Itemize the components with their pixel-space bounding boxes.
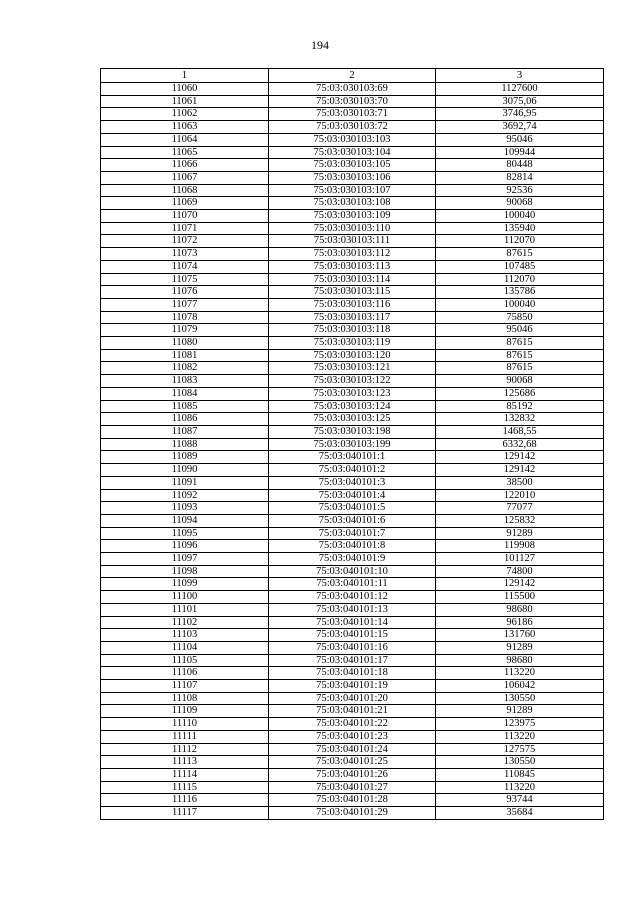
- value-cell: 100040: [436, 210, 604, 223]
- value-cell: 131760: [436, 629, 604, 642]
- table-row: [101, 298, 604, 311]
- row-number-cell: 11092: [101, 489, 269, 502]
- table-row: [101, 95, 604, 108]
- value-cell: 87615: [436, 248, 604, 261]
- table-row: [101, 286, 604, 299]
- value-cell: 96186: [436, 616, 604, 629]
- row-number-cell: 11107: [101, 680, 269, 693]
- row-number-cell: 11080: [101, 337, 269, 350]
- cadastral-number-cell: 75:03:030103:123: [269, 387, 436, 400]
- value-cell: 38500: [436, 476, 604, 489]
- value-cell: 98680: [436, 603, 604, 616]
- table-row: [101, 349, 604, 362]
- value-cell: 6332,68: [436, 438, 604, 451]
- row-number-cell: 11098: [101, 565, 269, 578]
- value-cell: 112070: [436, 235, 604, 248]
- row-number-cell: 11097: [101, 553, 269, 566]
- value-cell: 129142: [436, 451, 604, 464]
- value-cell: 77077: [436, 502, 604, 515]
- table-row: [101, 146, 604, 159]
- column-header-3: 3: [436, 69, 604, 83]
- row-number-cell: 11091: [101, 476, 269, 489]
- table-row: [101, 527, 604, 540]
- table-row: [101, 337, 604, 350]
- row-number-cell: 11076: [101, 286, 269, 299]
- cadastral-number-cell: 75:03:030103:122: [269, 375, 436, 388]
- value-cell: 90068: [436, 375, 604, 388]
- table-row: [101, 273, 604, 286]
- table-row: [101, 680, 604, 693]
- row-number-cell: 11066: [101, 159, 269, 172]
- row-number-cell: 11087: [101, 425, 269, 438]
- cadastral-number-cell: 75:03:040101:5: [269, 502, 436, 515]
- value-cell: 85192: [436, 400, 604, 413]
- table-row: [101, 502, 604, 515]
- value-cell: 109944: [436, 146, 604, 159]
- cadastral-number-cell: 75:03:040101:6: [269, 514, 436, 527]
- row-number-cell: 11111: [101, 730, 269, 743]
- table-row: [101, 616, 604, 629]
- value-cell: 82814: [436, 171, 604, 184]
- row-number-cell: 11081: [101, 349, 269, 362]
- cadastral-number-cell: 75:03:030103:113: [269, 260, 436, 273]
- cadastral-number-cell: 75:03:030103:106: [269, 171, 436, 184]
- cadastral-number-cell: 75:03:040101:14: [269, 616, 436, 629]
- value-cell: 130550: [436, 692, 604, 705]
- row-number-cell: 11071: [101, 222, 269, 235]
- value-cell: 87615: [436, 349, 604, 362]
- value-cell: 130550: [436, 756, 604, 769]
- column-header-1: 1: [101, 69, 269, 83]
- row-number-cell: 11061: [101, 95, 269, 108]
- table-row: [101, 400, 604, 413]
- table-row: [101, 718, 604, 731]
- row-number-cell: 11072: [101, 235, 269, 248]
- value-cell: 135940: [436, 222, 604, 235]
- table-row: [101, 451, 604, 464]
- row-number-cell: 11074: [101, 260, 269, 273]
- value-cell: 92536: [436, 184, 604, 197]
- table-row: [101, 248, 604, 261]
- cadastral-number-cell: 75:03:030103:114: [269, 273, 436, 286]
- table-row: [101, 260, 604, 273]
- cadastral-number-cell: 75:03:030103:125: [269, 413, 436, 426]
- value-cell: 87615: [436, 337, 604, 350]
- row-number-cell: 11100: [101, 591, 269, 604]
- cadastral-number-cell: 75:03:040101:24: [269, 743, 436, 756]
- table-row: [101, 197, 604, 210]
- row-number-cell: 11104: [101, 641, 269, 654]
- row-number-cell: 11109: [101, 705, 269, 718]
- header-row: [101, 69, 604, 83]
- table-row: [101, 159, 604, 172]
- table-row: [101, 768, 604, 781]
- value-cell: 119908: [436, 540, 604, 553]
- table-row: [101, 692, 604, 705]
- cadastral-number-cell: 75:03:030103:119: [269, 337, 436, 350]
- value-cell: 132832: [436, 413, 604, 426]
- value-cell: 125832: [436, 514, 604, 527]
- row-number-cell: 11084: [101, 387, 269, 400]
- row-number-cell: 11094: [101, 514, 269, 527]
- cadastral-number-cell: 75:03:030103:121: [269, 362, 436, 375]
- table-row: [101, 133, 604, 146]
- cadastral-number-cell: 75:03:040101:1: [269, 451, 436, 464]
- table-row: [101, 83, 604, 96]
- value-cell: 3692,74: [436, 121, 604, 134]
- row-number-cell: 11090: [101, 464, 269, 477]
- row-number-cell: 11073: [101, 248, 269, 261]
- cadastral-number-cell: 75:03:040101:10: [269, 565, 436, 578]
- row-number-cell: 11101: [101, 603, 269, 616]
- table-row: [101, 514, 604, 527]
- table-row: [101, 641, 604, 654]
- row-number-cell: 11078: [101, 311, 269, 324]
- cadastral-number-cell: 75:03:040101:13: [269, 603, 436, 616]
- row-number-cell: 11113: [101, 756, 269, 769]
- cadastral-number-cell: 75:03:040101:21: [269, 705, 436, 718]
- value-cell: 75850: [436, 311, 604, 324]
- value-cell: 3746,95: [436, 108, 604, 121]
- value-cell: 93744: [436, 794, 604, 807]
- table-row: [101, 464, 604, 477]
- value-cell: 35684: [436, 807, 604, 820]
- row-number-cell: 11095: [101, 527, 269, 540]
- row-number-cell: 11106: [101, 667, 269, 680]
- table-row: [101, 184, 604, 197]
- value-cell: 101127: [436, 553, 604, 566]
- table-row: [101, 324, 604, 337]
- row-number-cell: 11102: [101, 616, 269, 629]
- cadastral-number-cell: 75:03:040101:26: [269, 768, 436, 781]
- cadastral-number-cell: 75:03:030103:117: [269, 311, 436, 324]
- value-cell: 135786: [436, 286, 604, 299]
- cadastral-number-cell: 75:03:040101:16: [269, 641, 436, 654]
- cadastral-number-cell: 75:03:040101:8: [269, 540, 436, 553]
- value-cell: 125686: [436, 387, 604, 400]
- row-number-cell: 11096: [101, 540, 269, 553]
- row-number-cell: 11105: [101, 654, 269, 667]
- cadastral-number-cell: 75:03:040101:4: [269, 489, 436, 502]
- value-cell: 91289: [436, 705, 604, 718]
- value-cell: 123975: [436, 718, 604, 731]
- cadastral-number-cell: 75:03:040101:27: [269, 781, 436, 794]
- table-row: [101, 781, 604, 794]
- row-number-cell: 11114: [101, 768, 269, 781]
- row-number-cell: 11077: [101, 298, 269, 311]
- row-number-cell: 11110: [101, 718, 269, 731]
- table-row: [101, 743, 604, 756]
- table-row: [101, 235, 604, 248]
- cadastral-number-cell: 75:03:030103:104: [269, 146, 436, 159]
- cadastral-number-cell: 75:03:030103:124: [269, 400, 436, 413]
- value-cell: 74800: [436, 565, 604, 578]
- row-number-cell: 11075: [101, 273, 269, 286]
- row-number-cell: 11088: [101, 438, 269, 451]
- value-cell: 91289: [436, 641, 604, 654]
- cadastral-number-cell: 75:03:030103:71: [269, 108, 436, 121]
- row-number-cell: 11079: [101, 324, 269, 337]
- cadastral-number-cell: 75:03:030103:115: [269, 286, 436, 299]
- value-cell: 1468,55: [436, 425, 604, 438]
- value-cell: 113220: [436, 730, 604, 743]
- page-number: 194: [311, 38, 329, 52]
- table-row: [101, 705, 604, 718]
- table-row: [101, 730, 604, 743]
- table-row: [101, 756, 604, 769]
- table-row: [101, 807, 604, 820]
- row-number-cell: 11086: [101, 413, 269, 426]
- table-row: [101, 540, 604, 553]
- value-cell: 106042: [436, 680, 604, 693]
- cadastral-number-cell: 75:03:040101:15: [269, 629, 436, 642]
- value-cell: 95046: [436, 324, 604, 337]
- value-cell: 95046: [436, 133, 604, 146]
- table-row: [101, 375, 604, 388]
- row-number-cell: 11067: [101, 171, 269, 184]
- value-cell: 129142: [436, 578, 604, 591]
- row-number-cell: 11117: [101, 807, 269, 820]
- table-row: [101, 311, 604, 324]
- table-row: [101, 171, 604, 184]
- value-cell: 98680: [436, 654, 604, 667]
- cadastral-number-cell: 75:03:030103:110: [269, 222, 436, 235]
- cadastral-number-cell: 75:03:030103:199: [269, 438, 436, 451]
- table-row: [101, 362, 604, 375]
- cadastral-number-cell: 75:03:030103:72: [269, 121, 436, 134]
- row-number-cell: 11070: [101, 210, 269, 223]
- value-cell: 90068: [436, 197, 604, 210]
- cadastral-number-cell: 75:03:040101:29: [269, 807, 436, 820]
- value-cell: 1127600: [436, 83, 604, 96]
- row-number-cell: 11065: [101, 146, 269, 159]
- table-row: [101, 578, 604, 591]
- cadastral-number-cell: 75:03:030103:108: [269, 197, 436, 210]
- row-number-cell: 11083: [101, 375, 269, 388]
- value-cell: 127575: [436, 743, 604, 756]
- value-cell: 110845: [436, 768, 604, 781]
- cadastral-number-cell: 75:03:040101:20: [269, 692, 436, 705]
- cadastral-number-cell: 75:03:040101:2: [269, 464, 436, 477]
- row-number-cell: 11069: [101, 197, 269, 210]
- cadastral-number-cell: 75:03:040101:7: [269, 527, 436, 540]
- table-row: [101, 794, 604, 807]
- value-cell: 115500: [436, 591, 604, 604]
- column-header-2: 2: [269, 69, 436, 83]
- value-cell: 87615: [436, 362, 604, 375]
- table-row: [101, 629, 604, 642]
- table-row: [101, 553, 604, 566]
- cadastral-number-cell: 75:03:030103:69: [269, 83, 436, 96]
- cadastral-number-cell: 75:03:040101:3: [269, 476, 436, 489]
- table-row: [101, 438, 604, 451]
- table-row: [101, 489, 604, 502]
- value-cell: 100040: [436, 298, 604, 311]
- row-number-cell: 11068: [101, 184, 269, 197]
- cadastral-number-cell: 75:03:040101:23: [269, 730, 436, 743]
- row-number-cell: 11064: [101, 133, 269, 146]
- value-cell: 107485: [436, 260, 604, 273]
- row-number-cell: 11099: [101, 578, 269, 591]
- cadastral-number-cell: 75:03:040101:22: [269, 718, 436, 731]
- value-cell: 91289: [436, 527, 604, 540]
- table-row: [101, 603, 604, 616]
- value-cell: 113220: [436, 781, 604, 794]
- cadastral-number-cell: 75:03:040101:9: [269, 553, 436, 566]
- table-row: [101, 121, 604, 134]
- table-row: [101, 591, 604, 604]
- table-row: [101, 654, 604, 667]
- row-number-cell: 11085: [101, 400, 269, 413]
- cadastral-number-cell: 75:03:030103:103: [269, 133, 436, 146]
- row-number-cell: 11116: [101, 794, 269, 807]
- cadastral-number-cell: 75:03:030103:112: [269, 248, 436, 261]
- row-number-cell: 11108: [101, 692, 269, 705]
- cadastral-number-cell: 75:03:030103:118: [269, 324, 436, 337]
- cadastral-number-cell: 75:03:030103:109: [269, 210, 436, 223]
- row-number-cell: 11060: [101, 83, 269, 96]
- table-row: [101, 476, 604, 489]
- table-row: [101, 222, 604, 235]
- cadastral-number-cell: 75:03:040101:11: [269, 578, 436, 591]
- row-number-cell: 11103: [101, 629, 269, 642]
- value-cell: 122010: [436, 489, 604, 502]
- value-cell: 80448: [436, 159, 604, 172]
- cadastral-number-cell: 75:03:040101:25: [269, 756, 436, 769]
- row-number-cell: 11063: [101, 121, 269, 134]
- row-number-cell: 11112: [101, 743, 269, 756]
- value-cell: 113220: [436, 667, 604, 680]
- table-row: [101, 565, 604, 578]
- row-number-cell: 11115: [101, 781, 269, 794]
- cadastral-number-cell: 75:03:030103:70: [269, 95, 436, 108]
- cadastral-number-cell: 75:03:030103:105: [269, 159, 436, 172]
- cadastral-number-cell: 75:03:030103:120: [269, 349, 436, 362]
- table-row: [101, 387, 604, 400]
- cadastral-number-cell: 75:03:040101:19: [269, 680, 436, 693]
- cadastral-number-cell: 75:03:030103:116: [269, 298, 436, 311]
- cadastral-number-cell: 75:03:040101:17: [269, 654, 436, 667]
- row-number-cell: 11093: [101, 502, 269, 515]
- cadastral-number-cell: 75:03:030103:111: [269, 235, 436, 248]
- cadastral-number-cell: 75:03:030103:107: [269, 184, 436, 197]
- row-number-cell: 11082: [101, 362, 269, 375]
- row-number-cell: 11062: [101, 108, 269, 121]
- table-row: [101, 413, 604, 426]
- table-body: [101, 83, 604, 820]
- table-row: [101, 667, 604, 680]
- data-table: [100, 68, 604, 820]
- value-cell: 129142: [436, 464, 604, 477]
- value-cell: 112070: [436, 273, 604, 286]
- row-number-cell: 11089: [101, 451, 269, 464]
- cadastral-number-cell: 75:03:040101:28: [269, 794, 436, 807]
- cadastral-number-cell: 75:03:040101:12: [269, 591, 436, 604]
- value-cell: 3075,06: [436, 95, 604, 108]
- table-row: [101, 425, 604, 438]
- table-row: [101, 108, 604, 121]
- cadastral-number-cell: 75:03:040101:18: [269, 667, 436, 680]
- table-row: [101, 210, 604, 223]
- cadastral-number-cell: 75:03:030103:198: [269, 425, 436, 438]
